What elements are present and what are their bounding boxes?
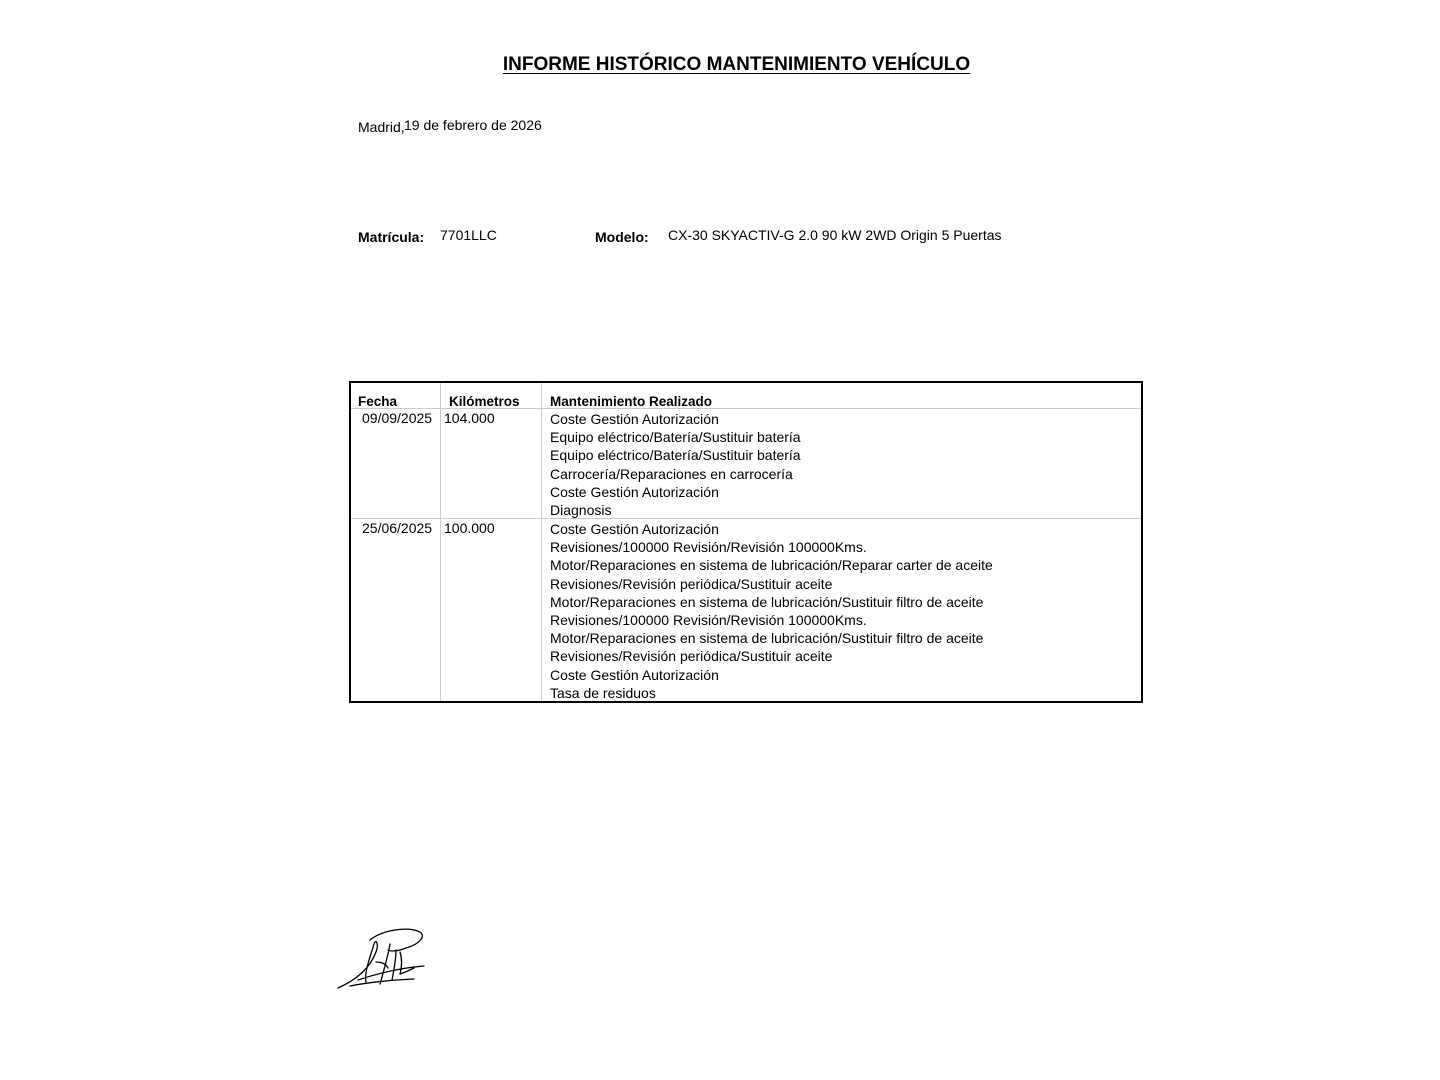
model-value: CX-30 SKYACTIV-G 2.0 90 kW 2WD Origin 5 Puertas [668,227,1002,243]
header-mantenimiento: Mantenimiento Realizado [550,394,713,409]
plate-value: 7701LLC [440,227,497,243]
row-km: 104.000 [444,410,495,426]
maintenance-item: Coste Gestión Autorización [550,411,719,427]
model-label: Modelo: [595,229,649,245]
maintenance-item: Tasa de residuos [550,684,656,701]
maintenance-item: Equipo eléctrico/Batería/Sustituir batería [550,447,801,464]
maintenance-item: Diagnosis [550,502,612,519]
report-place: Madrid, [358,119,405,135]
report-title: INFORME HISTÓRICO MANTENIMIENTO VEHÍCULO [502,54,971,75]
maintenance-item: Coste Gestión Autorización [550,521,719,537]
maintenance-item: Revisiones/100000 Revisión/Revisión 100000Kms. [550,612,867,629]
maintenance-item: Motor/Reparaciones en sistema de lubricación/Sustituir filtro de aceite [550,630,984,647]
header-fecha: Fecha [358,394,398,409]
maintenance-item: Revisiones/Revisión periódica/Sustituir aceite [550,575,833,592]
maintenance-item: Coste Gestión Autorización [550,666,719,683]
column-divider [541,383,542,701]
maintenance-list [550,520,993,702]
row-km: 100.000 [444,520,495,536]
maintenance-item: Motor/Reparaciones en sistema de lubricación/Sustituir filtro de aceite [550,593,984,610]
maintenance-item: Revisiones/100000 Revisión/Revisión 100000Kms. [550,539,867,556]
maintenance-item: Revisiones/Revisión periódica/Sustituir aceite [550,648,833,665]
report-date: 19 de febrero de 2026 [404,117,542,133]
maintenance-item: Motor/Reparaciones en sistema de lubricación/Reparar carter de aceite [550,557,993,574]
maintenance-item: Coste Gestión Autorización [550,483,719,500]
maintenance-list [550,410,801,519]
maintenance-item: Carrocería/Reparaciones en carrocería [550,465,793,482]
plate-label: Matrícula: [358,229,425,245]
row-date: 09/09/2025 [362,410,433,426]
maintenance-table [349,381,1143,703]
maintenance-item: Equipo eléctrico/Batería/Sustituir batería [550,429,801,446]
signature-icon [336,922,428,992]
header-kilometros: Kilómetros [449,394,520,409]
row-date: 25/06/2025 [362,520,433,536]
column-divider [440,383,441,701]
